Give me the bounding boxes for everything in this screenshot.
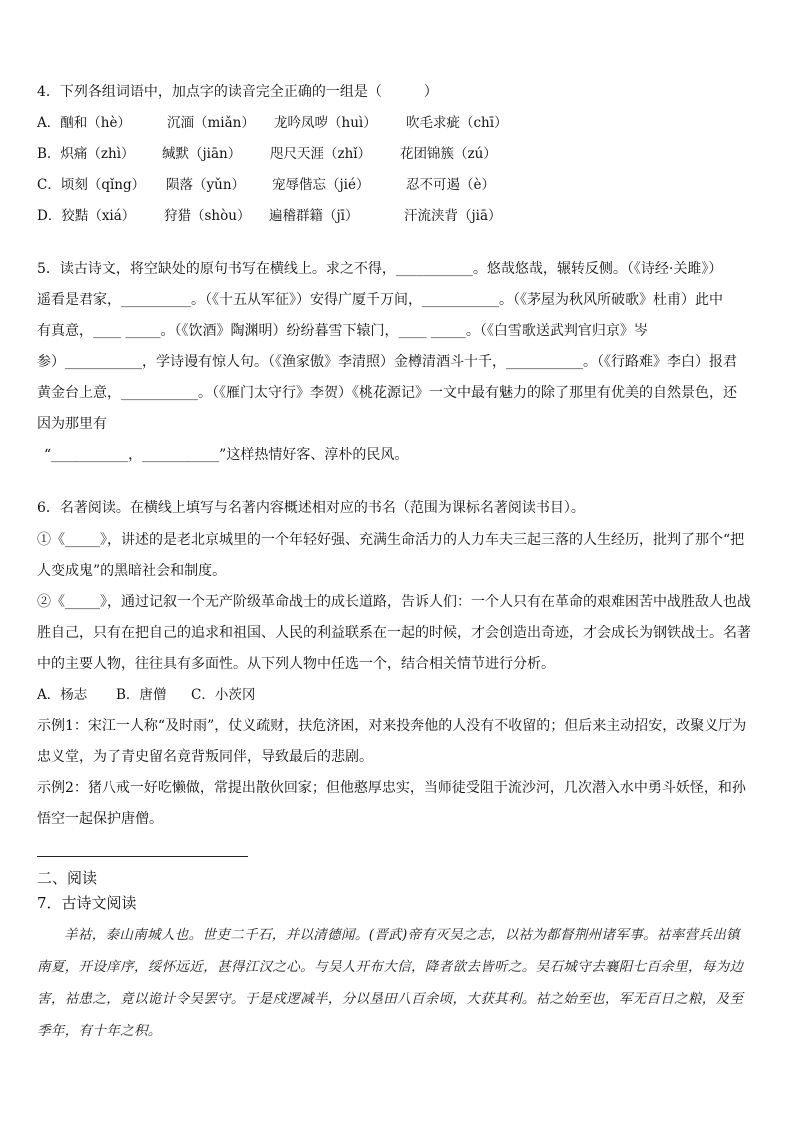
passage-line-1: 羊祜，泰山南城人也。世吏二千石，并以清德闻。(晋武)帝有灭吴之志，以祜为都督荆州诸军事。祜率营兵出镇 bbox=[64, 927, 741, 943]
q5-line-5: 黄金台上意，___________。（《雁门太守行》李贺）《桃花源记》一文中最有魅力的除了那里有优美的自然景色，还 bbox=[37, 385, 737, 401]
q6-example-1-line-1: 示例1：宋江一人称“及时雨”，仗义疏财，扶危济困，对来投奔他的人没有不收留的；但后来主动招安，改聚义厅为 bbox=[37, 718, 747, 734]
q6-line-3: 人变成鬼”的黑暗社会和制度。 bbox=[37, 563, 227, 579]
q6-example-2-line-2: 悟空一起保护唐僧。 bbox=[37, 811, 163, 827]
q4-option-c2: 陨落（yǔn） bbox=[166, 177, 246, 193]
q5-line-3: 有真意，____ _____。（《饮酒》陶渊明）纷纷暮雪下辕门，____ _____。（《白雪歌送武判官归京》岑 bbox=[37, 323, 648, 339]
q6-line-1: 6．名著阅读。在横线上填写与名著内容概述相对应的书名（范围为课标名著阅读书目）。 bbox=[37, 500, 585, 516]
q5-line-7: “___________，___________”这样热情好客、淳朴的民风。 bbox=[44, 447, 409, 463]
q5-line-4: 参）___________，学诗谩有惊人句。（《渔家傲》李清照）金樽清酒斗十千，___________。（《行路难》李白）报君 bbox=[37, 354, 737, 370]
q5-line-6: 因为那里有 bbox=[37, 416, 107, 432]
q6-line-2: ①《_____》，讲述的是老北京城里的一个年轻好强、充满生命活力的人力车夫三起三落的人生经历，批判了那个“把 bbox=[37, 532, 745, 548]
q4-option-c4: 忍不可遏（è） bbox=[406, 177, 495, 193]
q4-option-c3: 宠辱偕忘（jié） bbox=[272, 177, 370, 193]
q6-example-2-line-1: 示例2：猪八戒一好吃懒做，常提出散伙回家；但他憨厚忠实，当师徒受阻于流沙河，几次潜入水中勇斗妖怪，和孙 bbox=[37, 780, 746, 796]
q6-choice-c: C．小茨冈 bbox=[191, 687, 256, 703]
q4-option-b2: 缄默（jiān） bbox=[162, 146, 242, 162]
q4-option-d1: D．狡黠（xiá） bbox=[37, 208, 136, 224]
q4-stem: 4．下列各组词语中，加点字的读音完全正确的一组是（ ） bbox=[37, 84, 438, 100]
passage-line-3: 害，祜患之，竟以诡计令吴罢守。于是戍逻减半，分以垦田八百余顷，大获其利。祜之始至也，军无百日之粮，及至 bbox=[37, 991, 744, 1007]
passage-line-2: 南夏，开设庠序，绥怀远近，甚得江汉之心。与吴人开布大信，降者欲去皆听之。吴石城守去襄阳七百余里，每为边 bbox=[37, 959, 744, 975]
q4-option-d3: 遍稽群籍（jī） bbox=[269, 208, 359, 224]
section-title-reading: 二、阅读 bbox=[37, 869, 98, 887]
q6-example-1-line-2: 忠义堂，为了青史留名竟背叛同伴，导致最后的悲剧。 bbox=[37, 749, 373, 765]
q4-option-a1: A．酗和（hè） bbox=[37, 115, 131, 131]
q6-line-4: ②《_____》，通过记叙一个无产阶级革命战士的成长道路，告诉人们：一个人只有在革命的艰难困苦中战胜敌人也战 bbox=[37, 594, 751, 610]
q6-choice-a: A．杨志 bbox=[37, 687, 88, 703]
q6-line-6: 中的主要人物，往往具有多面性。从下列人物中任选一个，结合相关情节进行分析。 bbox=[37, 656, 555, 672]
q4-option-a3: 龙吟凤哕（huì） bbox=[274, 115, 377, 131]
q7-title: 7．古诗文阅读 bbox=[37, 894, 137, 912]
q6-choice-b: B．唐僧 bbox=[116, 687, 167, 703]
divider-rule bbox=[37, 856, 248, 857]
q4-option-c1: C．顷刻（qǐng） bbox=[37, 177, 146, 193]
q6-line-5: 胜自己，只有在把自己的追求和祖国、人民的利益联系在一起的时候，才会创造出奇迹，才会成长为钢铁战士。名著 bbox=[37, 625, 751, 641]
q4-option-d4: 汗流浃背（jiā） bbox=[404, 208, 502, 224]
q4-option-a4: 吹毛求疵（chī） bbox=[406, 115, 508, 131]
passage-line-4: 季年，有十年之积。 bbox=[37, 1023, 162, 1039]
q4-option-b3: 咫尺天涯（zhǐ） bbox=[270, 146, 372, 162]
q4-option-b1: B．炽痛（zhì） bbox=[37, 146, 135, 162]
q4-option-a2: 沉湎（miǎn） bbox=[167, 115, 255, 131]
q4-option-d2: 狩猎（shòu） bbox=[164, 208, 251, 224]
q4-option-b4: 花团锦簇（zú） bbox=[400, 146, 497, 162]
q5-line-2: 遥看是君家，__________。（《十五从军征》）安得广厦千万间，___________。（《茅屋为秋风所破歌》杜甫）此中 bbox=[37, 292, 723, 308]
q5-line-1: 5．读古诗文，将空缺处的原句书写在横线上。求之不得，___________。悠哉悠哉，辗转反侧。（《诗经·关雎》） bbox=[37, 261, 723, 277]
